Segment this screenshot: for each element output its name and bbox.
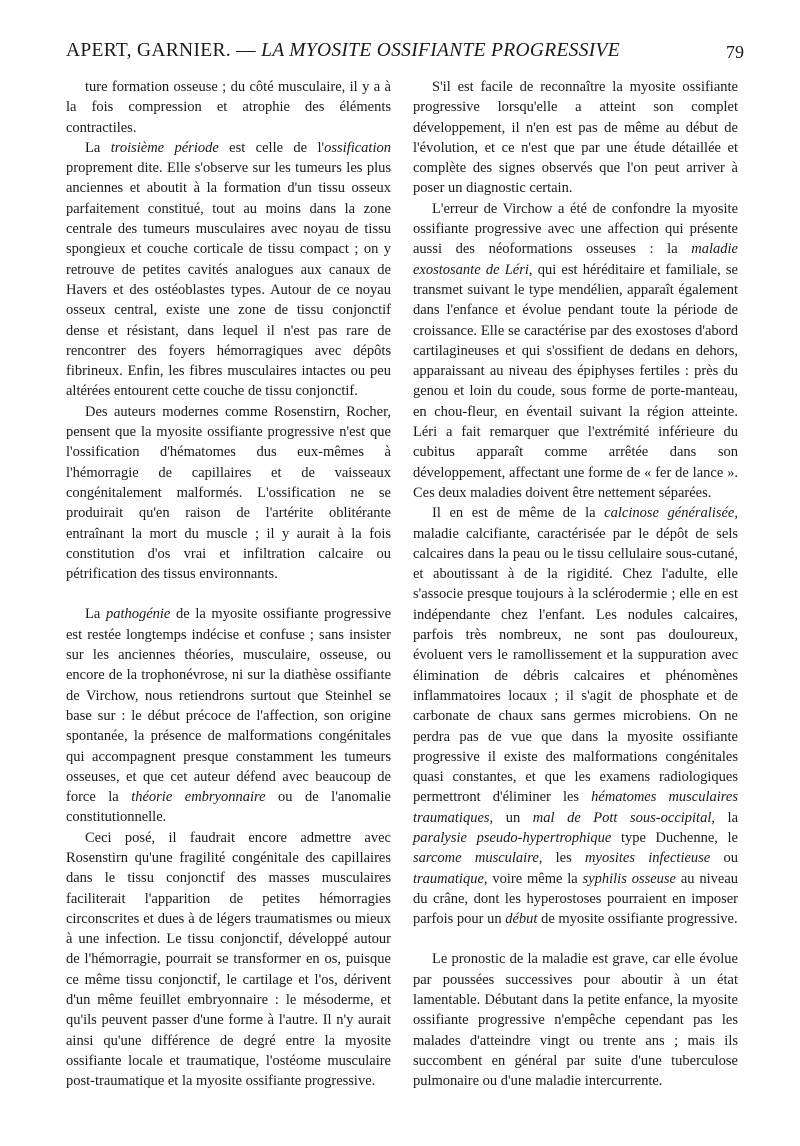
paragraph [413, 199, 738, 503]
text-run: , voire même la [483, 870, 583, 887]
header-article-title: LA MYOSITE OSSIFIANTE PROGRESSIVE [261, 40, 620, 61]
paragraph [66, 77, 391, 138]
italic-term: traumatique [413, 870, 484, 887]
italic-term: mal de Pott sous-occipital [532, 809, 712, 826]
paragraph [413, 949, 738, 1091]
text-run: de la myosite ossifiante progressive est restée longtemps indécise et confuse ; sans insister sur les anciennes théories, musculaire, osseuse, ou encore de la trophonévrose, ni sur la diathèse ossifiante de Virchow, nous retiendrons surtout que Steinhel se base sur : le début précoce de l'affection, son origine spontanée, la présence de malformations congénitales qui accompagnent presque constamment les tumeurs osseuses, et que cet auteur défend avec beaucoup de force la [66, 606, 392, 806]
text-run: , la [711, 809, 739, 826]
header-authors: APERT, GARNIER. — [66, 40, 256, 61]
text-run: ture formation osseuse ; du côté musculaire, il y a à la fois compression et atrophie des éléments contractiles. [66, 79, 391, 136]
right-column [413, 77, 738, 1092]
text-run: La [85, 606, 106, 623]
italic-term: calcinose généralisée [604, 505, 735, 522]
left-column [66, 77, 391, 1092]
paragraph [66, 138, 391, 402]
paragraph [66, 402, 391, 585]
italic-term: début [505, 911, 538, 928]
text-run: Il en est de même de la [432, 505, 605, 522]
paragraph [66, 828, 391, 1092]
text-run: Ceci posé, il faudrait encore admettre avec Rosenstirn qu'une fragilité congénitale des capillaires dans le tissu conjonctif des masses musculaires faciliterait l'apparition de petites hémorragies circonscrites et dues à de légers traumatismes ou mieux à une infection. Le tissu conjonctif, développé autour de l'hémorragie, pourrait se transformer en os, puisque ce même tissu conjonctif, le cartilage et l'os, dérivent d'un même feuillet embryonnaire : le mésoderme, et qu'ils peuvent passer d'une forme à l'autre. Il n'y aurait ainsi qu'une différence de degré entre la myosite ossifiante locale et traumatique, l'ostéome musculaire post-traumatique et la myosite ossifiante progressive. [66, 829, 391, 1090]
italic-term: hématomes musculaires traumatiques [413, 789, 738, 826]
text-run: , maladie calcifiante, caractérisée par le dépôt de sels calcaires dans la peau ou le tissu cellulaire sous-cutané, et aboutissant à de la rigidité. Chez l'adulte, elle s'associe presque toujours à la sclérodermie ; elle en est indépendante chez l'enfant. Les nodules calcaires, parfois très nombreux, ne sont pas douloureux, évoluent vers le ramollissement et la suppuration avec élimination de débris calcaires et phénomènes inflammatoires locaux ; il s'agit de phosphate et de carbonate de chaux sans germes microbiens. On ne perdra pas de vue que dans la myosite ossifiante progressive il existe des malformations congénitales quasi constantes, et que les examens radiologiques permettront d'éliminer les [413, 505, 738, 806]
text-run: S'il est facile de reconnaître la myosite ossifiante progressive lorsqu'elle a atteint son complet développement, il n'en est pas de même au début de l'évolution, et ce n'est que par une étude détaillée et complète des signes observés que l'on peut arriver à poser un diagnostic certain. [413, 79, 738, 197]
italic-term: théorie embryonnaire [131, 789, 266, 806]
italic-term: sarcome musculaire [413, 850, 539, 867]
paragraph [66, 604, 391, 827]
text-run: de myosite ossifiante progressive. [537, 911, 738, 928]
text-run: L'erreur de Virchow a été de confondre la myosite ossifiante progressive avec une affection qui présente aussi des néoformations osseuses : la [413, 200, 738, 258]
italic-term: syphilis osseuse [582, 870, 676, 887]
paragraph [413, 77, 738, 199]
running-header [66, 40, 744, 68]
paragraph [413, 503, 738, 929]
text-run: type Duchenne, le [611, 829, 738, 846]
italic-term: paralysie pseudo-hypertrophique [413, 829, 612, 846]
italic-term: ossification [324, 139, 391, 156]
text-run: , les [538, 850, 586, 867]
text-run: ou de l'anomalie constitutionnelle. [66, 789, 391, 826]
italic-term: troisième période [110, 139, 219, 156]
text-run: , un [489, 809, 533, 826]
page-number: 79 [726, 42, 744, 62]
text-run: Le pronostic de la maladie est grave, car elle évolue par poussées successives pour aboutir à un état lamentable. Débutant dans la petite enfance, la myosite ossifiante progressive n'empêche cependant pas les malades d'atteindre vingt ou trente ans ; mais ils succombent en général par suite d'une tuberculose pulmonaire ou d'une maladie intercurrente. [413, 951, 738, 1090]
text-run: Des auteurs modernes comme Rosenstirn, Rocher, pensent que la myosite ossifiante progressive n'est que l'ossification d'hématomes dus eux-mêmes à l'hémorragie de capillaires et de vaisseaux congénitalement malformés. L'ossification ne se produirait qu'en raison de l'artérite oblitérante entraînant la mort du muscle ; il y aurait à la fois constitution d'os vrai et infiltration calcaire ou pétrification des tissus environnants. [66, 403, 391, 583]
text-run: proprement dite. Elle s'observe sur les tumeurs les plus anciennes et aboutit à la formation d'un tissu osseux parfaitement constitué, tout au moins dans la zone centrale des tumeurs musculaires avec noyau de tissu spongieux et couche corticale de tissu compact ; on y retrouve de petites cavités analogues aux canaux de Havers et des ostéoblastes types. Autour de ce noyau osseux central, existe une zone de tissu conjonctif dense et résistant, dans lequel il n'est pas rare de rencontrer des foyers hémorragiques avec dépôts fibrineux. Enfin, les fibres musculaires intactes ou peu altérées entourent cette couche de tissu conjonctif. [66, 160, 391, 400]
text-run: , qui est héréditaire et familiale, se transmet suivant le type mendélien, apparaît également dans l'enfance et évolue pendant toute la période de croissance. Elle se caractérise par des exostoses d'abord cartilagineuses et qui s'ossifient de dedans en dehors, apparaissant au niveau des épiphyses fertiles : près du genou et loin du coude, sous forme de porte-manteau, en chou-fleur, en éventail suivant la région atteinte. Léri a fait remarquer que l'extrémité inférieure du cubitus apparaît comme arrêtée dans son développement, affectant une forme de « fer de lance ». Ces deux maladies doivent être nettement séparées. [413, 261, 738, 501]
text-run: ou [710, 850, 738, 867]
text-run: au niveau du crâne, dont les hyperostoses pourraient en imposer parfois pour un [413, 870, 739, 928]
text-run: La [85, 139, 111, 156]
italic-term: myosites infectieuse [585, 850, 711, 867]
italic-term: maladie exostosante de Léri [413, 241, 738, 278]
italic-term: pathogénie [105, 606, 171, 623]
text-run: est celle de l' [218, 139, 325, 156]
running-title [66, 40, 620, 62]
